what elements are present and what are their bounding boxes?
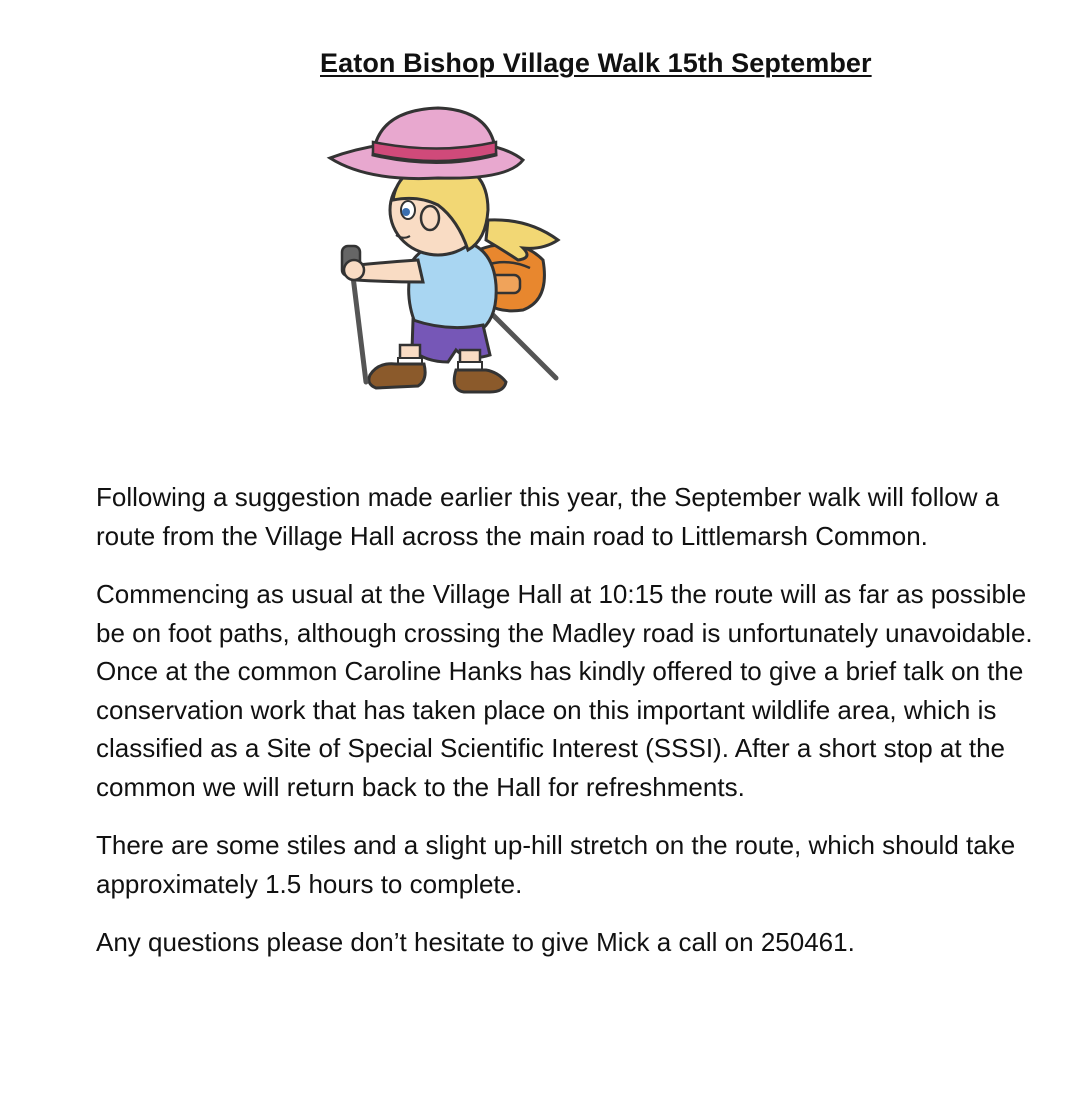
document-title: Eaton Bishop Village Walk 15th September <box>320 48 872 78</box>
paragraph-terrain: There are some stiles and a slight up-hill stretch on the route, which should take approximately 1.5 hours to complete. <box>96 830 1016 899</box>
body-text <box>96 478 1046 982</box>
arm-left <box>356 260 423 282</box>
hiker-girl-icon <box>318 100 573 395</box>
ear <box>421 206 439 230</box>
trekking-pole-right <box>493 315 556 378</box>
paragraph-contact: Any questions please don’t hesitate to give Mick a call on 250461. <box>96 927 855 957</box>
hand-left <box>344 260 364 280</box>
paragraph-route: Commencing as usual at the Village Hall at 10:15 the route will as far as possible be on foot paths, although crossing the Madley road is unfortunately unavoidable. Once at the common Caroline Hanks has kindly offered to give a brief talk on the conservation work that has taken place on this important wildlife area, which is classified as a Site of Special Scientific Interest (SSSI). After a short stop at the common we will return back to the Hall for refreshments. <box>96 579 1033 802</box>
paragraph-intro: Following a suggestion made earlier this year, the September walk will follow a route from the Village Hall across the main road to Littlemarsh Common. <box>96 482 1000 551</box>
boot-right <box>454 370 506 392</box>
boot-left <box>369 364 425 388</box>
